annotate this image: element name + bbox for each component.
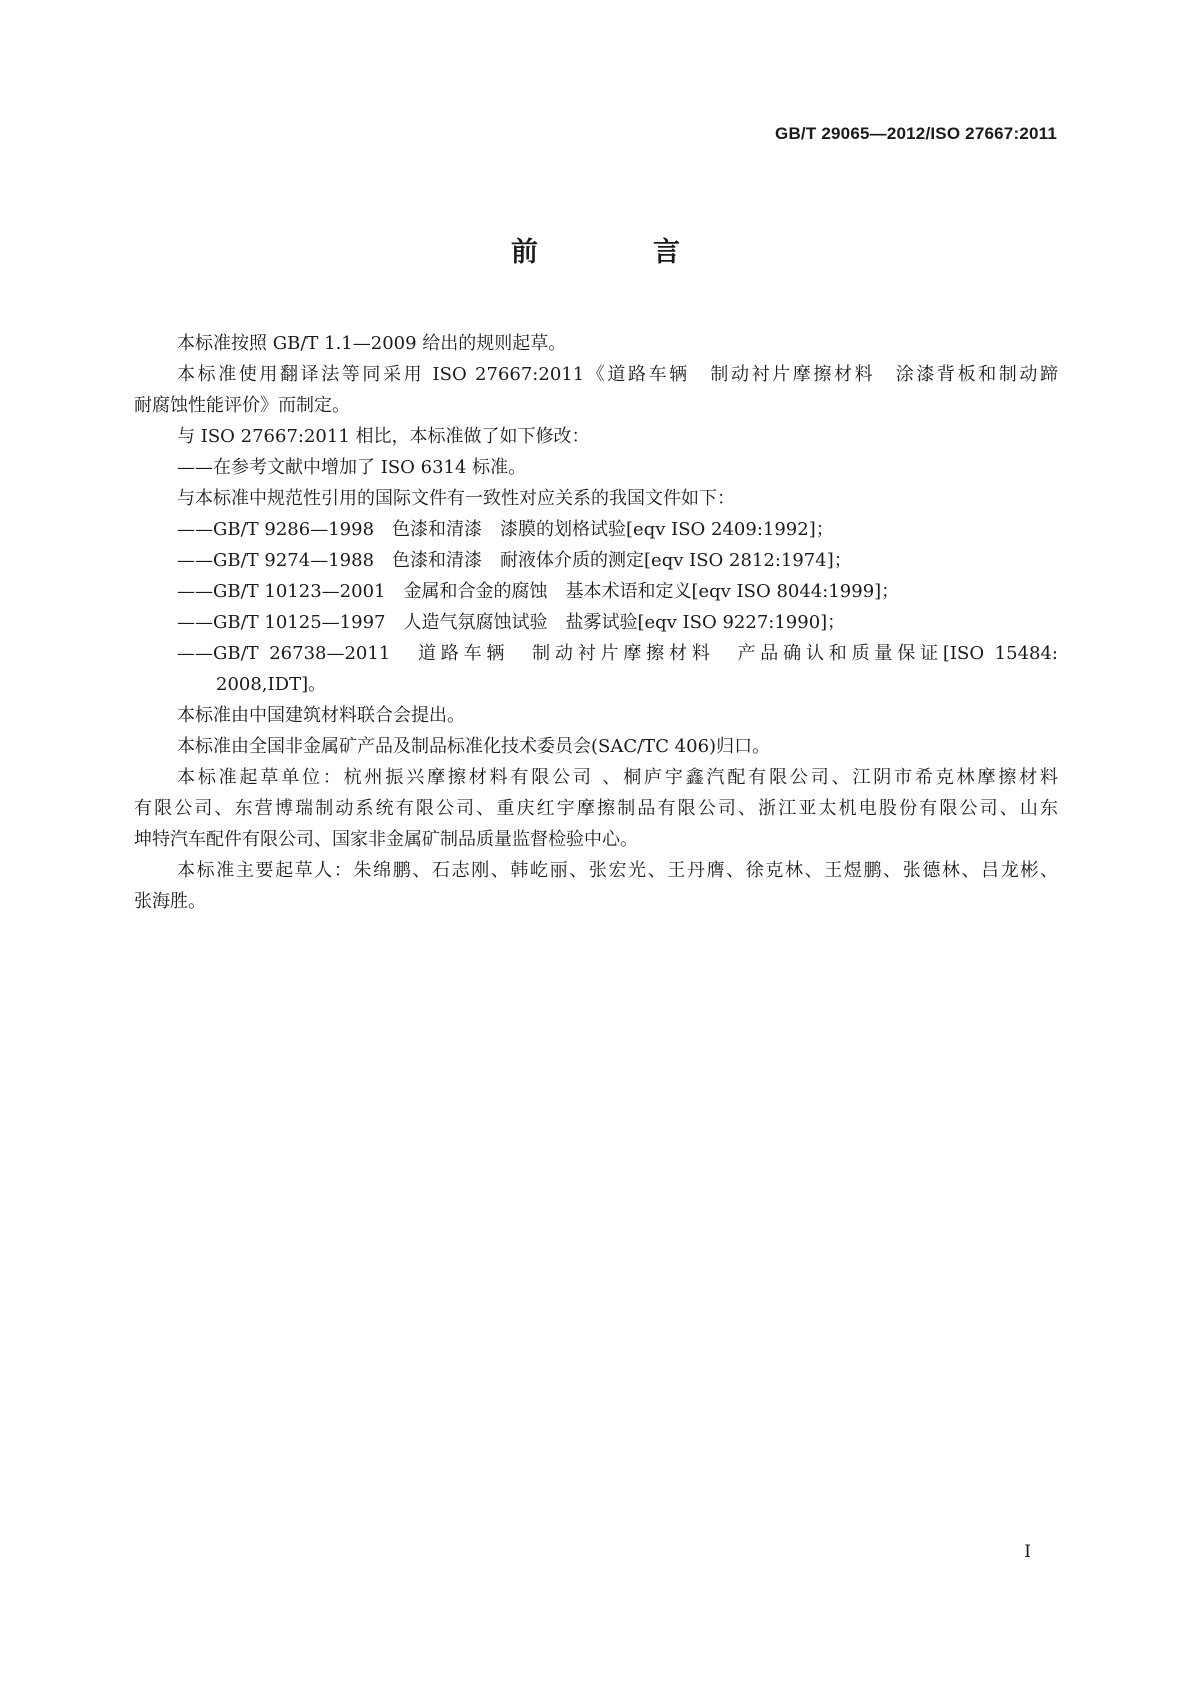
paragraph-adoption-cont: 耐腐蚀性能评价》而制定。 [134,395,350,416]
list-item-modification: ——在参考文献中增加了 ISO 6314 标准。 [177,457,527,478]
standard-code: GB/T 29065—2012/ISO 27667:2011 [775,124,1057,143]
paragraph-committee: 本标准由全国非金属矿产品及制品标准化技术委员会(SAC/TC 406)归口。 [177,736,771,757]
page-number: I [1024,1542,1031,1562]
paragraph-drafters: 本标准主要起草人：朱绵鹏、石志刚、韩屹丽、张宏光、王丹膺、徐克林、王煜鹏、张德林、吕龙彬、 [177,860,1058,881]
paragraph-drafting-units: 本标准起草单位：杭州振兴摩擦材料有限公司 、桐庐宇鑫汽配有限公司、江阴市希克林摩擦材料 [177,767,1058,788]
paragraph-correspondence: 与本标准中规范性引用的国际文件有一致性对应关系的我国文件如下： [177,488,735,509]
list-item-reference: ——GB/T 10125—1997 人造气氛腐蚀试验 盐雾试验[eqv ISO 9227:1990]； [177,612,846,633]
list-item-reference: ——GB/T 9286—1998 色漆和清漆 漆膜的划格试验[eqv ISO 2409:1992]； [177,519,834,540]
page-title: 前 言 [511,237,724,268]
foreword-body [134,328,1058,917]
paragraph-drafting-rules: 本标准按照 GB/T 1.1—2009 给出的规则起草。 [177,333,567,354]
paragraph-drafting-units-cont: 有限公司、东营博瑞制动系统有限公司、重庆红宇摩擦制品有限公司、浙江亚太机电股份有限公司、山东 [134,798,1058,819]
paragraph-drafting-units-cont: 坤特汽车配件有限公司、国家非金属矿制品质量监督检验中心。 [134,829,638,850]
paragraph-proposer: 本标准由中国建筑材料联合会提出。 [177,705,465,726]
paragraph-drafters-cont: 张海胜。 [134,891,206,912]
list-item-reference: ——GB/T 26738—2011 道路车辆 制动衬片摩擦材料 产品确认和质量保证[ISO 15484: [177,643,1058,664]
paragraph-adoption: 本标准使用翻译法等同采用 ISO 27667:2011《道路车辆 制动衬片摩擦材料 涂漆背板和制动蹄 [177,364,1058,385]
list-item-reference: ——GB/T 10123—2001 金属和合金的腐蚀 基本术语和定义[eqv ISO 8044:1999]； [177,581,900,602]
list-item-reference: ——GB/T 9274—1988 色漆和清漆 耐液体介质的测定[eqv ISO 2812:1974]； [177,550,852,571]
paragraph-modifications: 与 ISO 27667:2011 相比，本标准做了如下修改： [177,426,590,447]
list-item-reference-cont: 2008,IDT]。 [216,674,327,695]
